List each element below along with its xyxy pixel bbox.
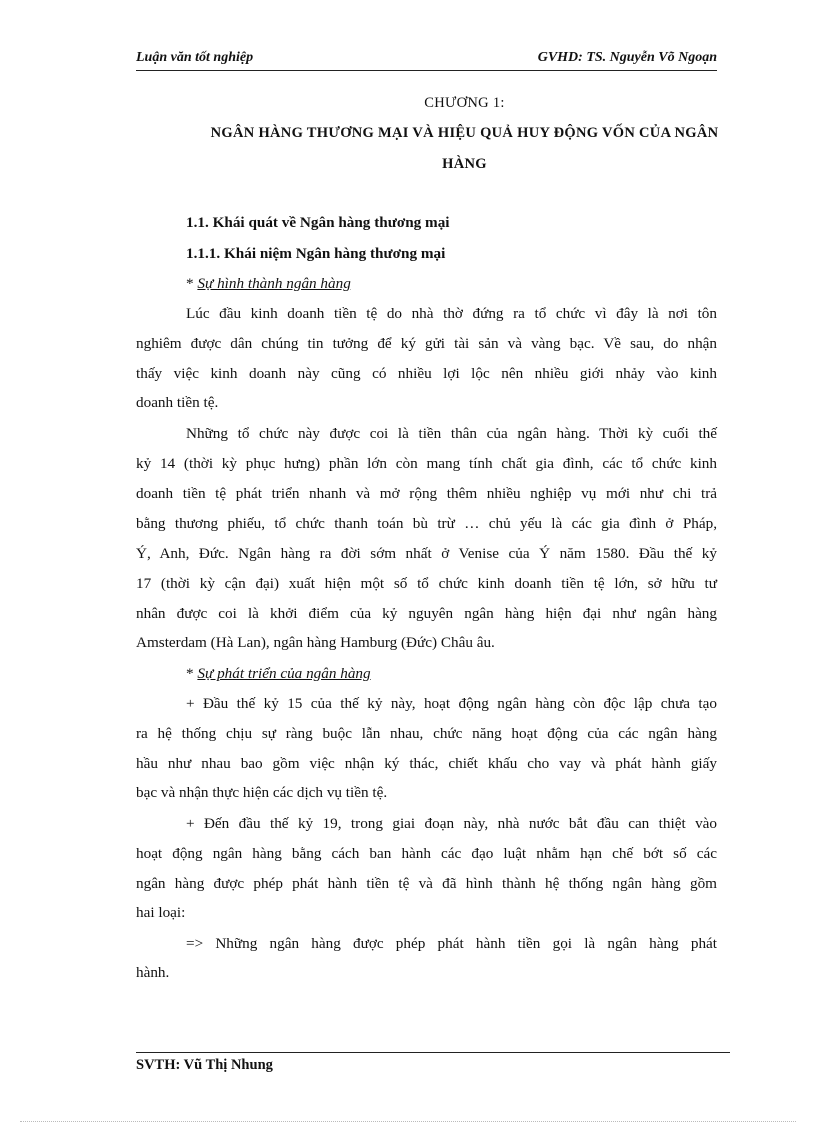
paragraph-line: Amsterdam (Hà Lan), ngân hàng Hamburg (Đức) Châu âu. [136, 634, 495, 651]
subsection-bullet: * [186, 665, 198, 682]
subsection-bullet: * [186, 275, 198, 292]
page-header [136, 50, 717, 71]
paragraph-line: + Đầu thế kỷ 15 của thế kỷ này, hoạt động ngân hàng còn độc lập chưa tạo [186, 695, 717, 712]
page-footer: SVTH: Vũ Thị Nhung [136, 1057, 273, 1073]
paragraph-line: doanh tiền tệ phát triển nhanh và mở rộng thêm nhiều nghiệp vụ mới như chi trả [136, 485, 717, 502]
paragraph-line: 17 (thời kỳ cận đại) xuất hiện một số tổ chức kinh doanh tiền tệ lớn, sở hữu tư [136, 575, 717, 592]
paragraph-line: nhân được coi là khởi điểm của kỷ nguyên ngân hàng hiện đại như ngân hàng [136, 605, 717, 622]
paragraph-line: => Những ngân hàng được phép phát hành tiền gọi là ngân hàng phát [186, 935, 717, 952]
chapter-number: CHƯƠNG 1: [424, 95, 505, 111]
paragraph-line: Những tổ chức này được coi là tiền thân của ngân hàng. Thời kỳ cuối thế [186, 425, 717, 442]
paragraph-line: Lúc đầu kinh doanh tiền tệ do nhà thờ đứng ra tổ chức vì đây là nơi tôn [186, 305, 717, 322]
section-heading-1-1: 1.1. Khái quát về Ngân hàng thương mại [186, 214, 450, 231]
paragraph-line: hoạt động ngân hàng bằng cách ban hành các đạo luật nhằm hạn chế bớt số các [136, 845, 717, 862]
chapter-title-line-2: HÀNG [442, 156, 487, 172]
paragraph-line: ra hệ thống chịu sự ràng buộc lẫn nhau, chức năng hoạt động của các ngân hàng [136, 725, 717, 742]
paragraph-line: hầu như nhau bao gồm việc nhận ký thác, chiết khấu cho vay và phát hành giấy [136, 755, 717, 772]
chapter-title-line-1: NGÂN HÀNG THƯƠNG MẠI VÀ HIỆU QUẢ HUY ĐỘNG VỐN CỦA NGÂN [210, 125, 719, 141]
subsection-formation [186, 273, 351, 295]
section-heading-1-1-1: 1.1.1. Khái niệm Ngân hàng thương mại [186, 245, 446, 262]
paragraph-line: doanh tiền tệ. [136, 394, 219, 411]
paragraph-line: hành. [136, 964, 170, 981]
header-right-text: GVHD: TS. Nguyễn Võ Ngoạn [537, 50, 717, 65]
paragraph-line: nghiêm được dân chúng tin tưởng để ký gửi tài sản và vàng bạc. Về sau, do nhận [136, 335, 717, 352]
header-left-text: Luận văn tốt nghiệp [136, 50, 254, 65]
subsection-development-label: Sự phát triển của ngân hàng [197, 665, 371, 682]
subsection-formation-label: Sự hình thành ngân hàng [197, 275, 351, 292]
paragraph-line: thấy việc kinh doanh này cũng có nhiều lợi lộc nên nhiều giới nhảy vào kinh [136, 365, 717, 382]
subsection-development [186, 663, 371, 685]
paragraph-line: ngân hàng được phép phát hành tiền tệ và đã hình thành hệ thống ngân hàng gồm [136, 875, 717, 892]
paragraph-line: bằng thương phiếu, tổ chức thanh toán bù trừ … chủ yếu là các gia đình ở Pháp, [136, 515, 717, 532]
footer-divider [136, 1052, 730, 1053]
paragraph-line: Ý, Anh, Đức. Ngân hàng ra đời sớm nhất ở Venise của Ý năm 1580. Đầu thế kỷ [136, 545, 717, 562]
page-break-divider [20, 1121, 796, 1122]
paragraph-line: bạc và nhận thực hiện các dịch vụ tiền tệ. [136, 784, 388, 801]
paragraph-line: + Đến đầu thế kỷ 19, trong giai đoạn này, nhà nước bắt đầu can thiệt vào [186, 815, 717, 832]
paragraph-line: kỷ 14 (thời kỳ phục hưng) phần lớn còn mang tính chất gia đình, các tổ chức kinh [136, 455, 717, 472]
paragraph-line: hai loại: [136, 904, 186, 921]
